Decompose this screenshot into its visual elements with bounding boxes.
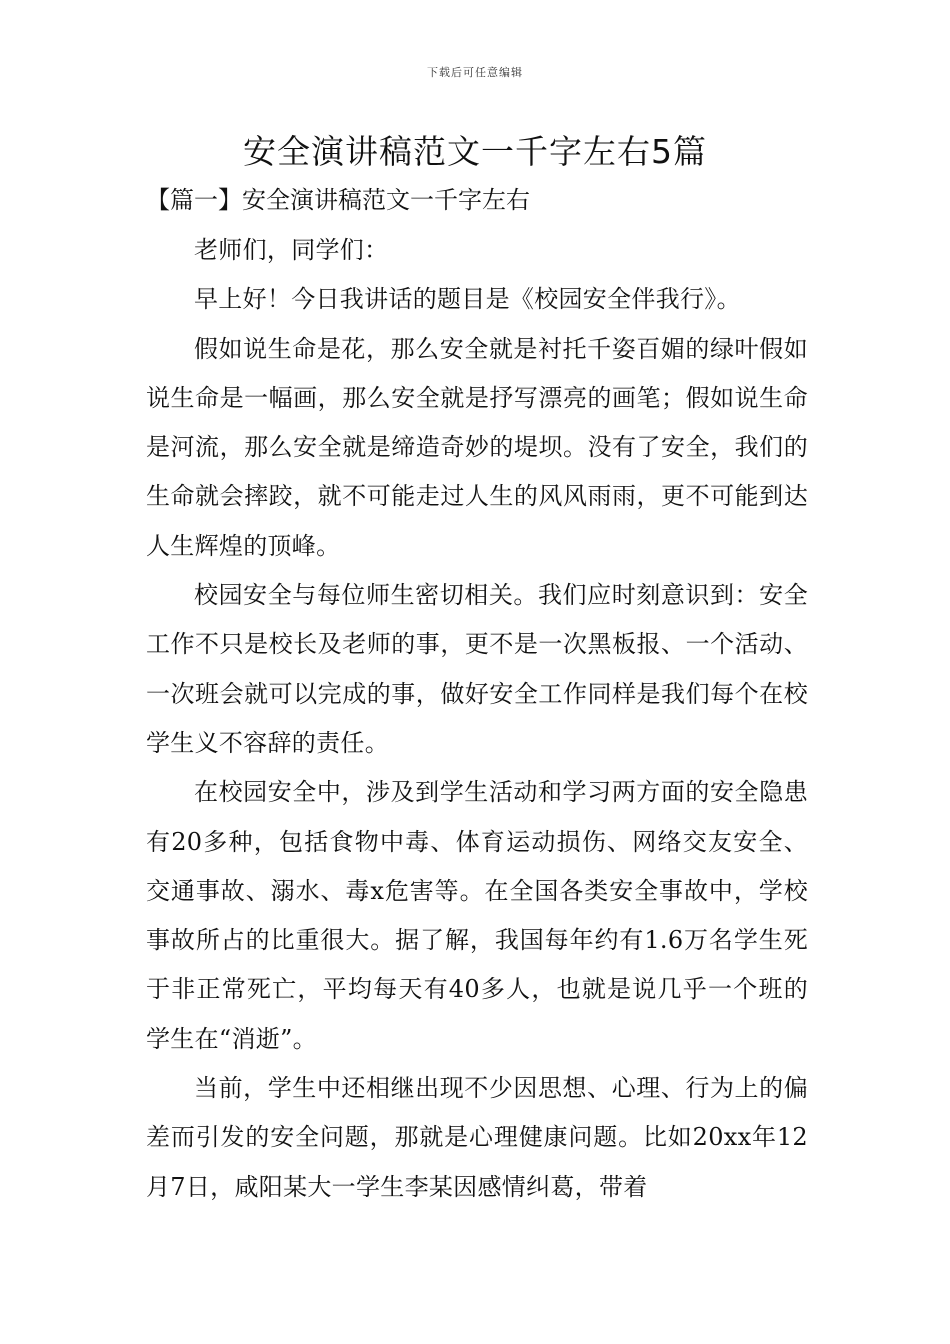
body-text [146, 226, 808, 1212]
paragraph-greeting: 老师们，同学们： [194, 236, 389, 264]
paragraph-opening: 早上好！今日我讲话的题目是《校园安全伴我行》。 [194, 285, 741, 314]
document-title: 安全演讲稿范文一千字左右5篇 [243, 132, 707, 171]
section-heading: 【篇一】安全演讲稿范文一千字左右 [146, 186, 530, 214]
paragraph: 在校园安全中，涉及到学生活动和学习两方面的安全隐患有20多种，包括食物中毒、体育运动损伤、网络交友安全、交通事故、溺水、毒x危害等。在全国各类安全事故中，学校事故所占的比重很大。据了解，我国每年约有1.6万名学生死于非正常死亡，平均每天有40多人，也就是说几乎一个班的学生在“消逝”。 [146, 778, 808, 1053]
paragraph: 校园安全与每位师生密切相关。我们应时刻意识到：安全工作不只是校长及老师的事，更不是一次黑板报、一个活动、一次班会就可以完成的事，做好安全工作同样是我们每个在校学生义不容辞的责任。 [146, 581, 808, 757]
paragraph: 假如说生命是花，那么安全就是衬托千姿百媚的绿叶假如说生命是一幅画，那么安全就是抒写漂亮的画笔；假如说生命是河流，那么安全就是缔造奇妙的堤坝。没有了安全，我们的生命就会摔跤，就不可能走过人生的风风雨雨，更不可能到达人生辉煌的顶峰。 [146, 334, 808, 560]
header-note: 下载后可任意编辑 [427, 66, 523, 79]
paragraph: 当前，学生中还相继出现不少因思想、心理、行为上的偏差而引发的安全问题，那就是心理健康问题。比如20xx年12月7日，咸阳某大一学生李某因感情纠葛，带着 [146, 1074, 808, 1201]
